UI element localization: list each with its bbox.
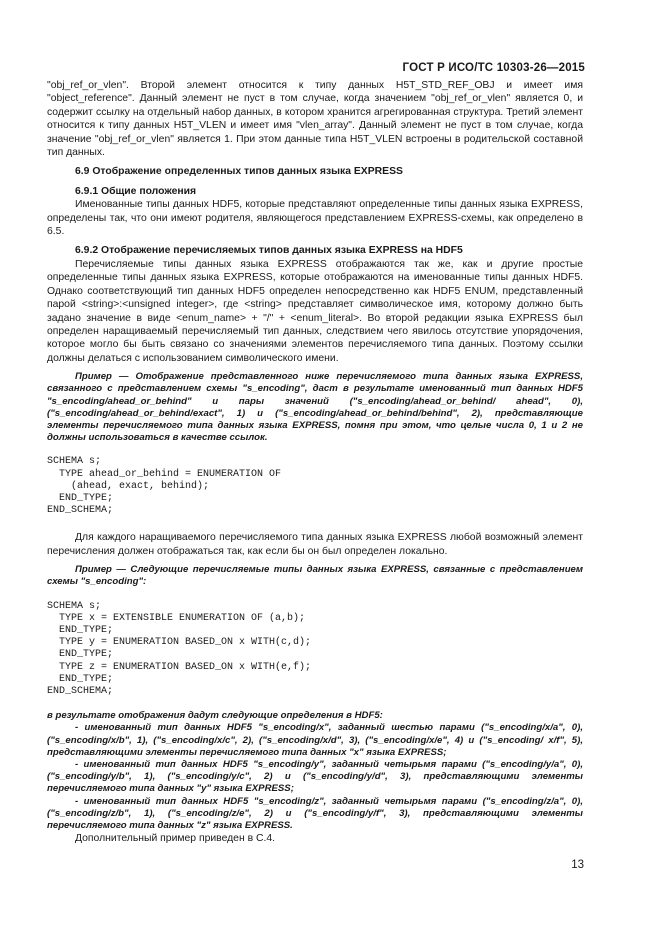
result-item-x: - именованный тип данных HDF5 "s_encoding/x", заданный шестью парами ("s_encoding/x/a", 0), ("s_encoding/x/b", 1), ("s_encoding/x/c", 2), ("s_encoding/x/d", 3), ("s_encoding/x/e", 4) и ("s_encoding/ x/f", 5), представляющими элементы перечисляемого типа данных "x" языка EXPRESS;	[47, 722, 583, 758]
example2-text: Пример — Следующие перечисляемые типы данных языка EXPRESS, связанные с представлением схемы "s_encoding":	[47, 564, 583, 588]
code-line: TYPE ahead_or_behind = ENUMERATION OF	[47, 468, 282, 480]
code-line: END_TYPE;	[47, 673, 114, 685]
code-line: END_SCHEMA;	[47, 505, 114, 517]
code-line: (ahead, exact, behind);	[47, 480, 210, 492]
code-line: SCHEMA s;	[47, 600, 102, 612]
section-6-9-1-title: 6.9.1 Общие положения	[75, 185, 197, 197]
code-line: END_TYPE;	[47, 492, 114, 504]
code-line: TYPE x = EXTENSIBLE ENUMERATION OF (a,b);	[47, 612, 306, 624]
code-line: SCHEMA s;	[47, 456, 102, 468]
section-6-9-1-text: Именованные типы данных HDF5, которые представляют определенные типы данных языка EXPRESS, определены так, что они имеют родителя, являющегося представлением EXPRESS-схемы, как определено в 6.5.	[47, 199, 583, 238]
section-6-9-2-text: Перечисляемые типы данных языка EXPRESS отображаются так же, как и другие простые определенные типы данных языка EXPRESS, которые отображаются на именованные типы данных HDF5. Однако соответствующий тип данных HDF5 определен непосредственно как HDF5 ENUM, представленный парой <string>:<unsigned integer>, где <string> представляет символическое имя, которому должно быть задано значение в виде <enum_name> + "/" + <enum_literal>. Во второй редакции языка EXPRESS был определен наращиваемый перечисляемый тип данных, следствием чего явилось отсутствие упорядочения, которое могло бы быть связано со значениями элементов перечисляемого типа данных. Поэтому ссылки должны делаться с использованием символического имени.	[47, 258, 583, 364]
code-line: TYPE y = ENUMERATION BASED_ON x WITH(c,d);	[47, 637, 312, 649]
code-line: TYPE z = ENUMERATION BASED_ON x WITH(e,f);	[47, 661, 312, 673]
result-item-y: - именованный тип данных HDF5 "s_encoding/y", заданный четырьмя парами ("s_encoding/y/a", 0), ("s_encoding/y/b", 1), ("s_encoding/y/c", 2) и ("s_encoding/y/d", 3), представляющими элементы перечисляемого типа данных "y" языка EXPRESS;	[47, 759, 583, 795]
code-line: END_TYPE;	[47, 649, 114, 661]
code-line: END_SCHEMA;	[47, 686, 114, 697]
page-content	[47, 79, 583, 846]
result-item-z: - именованный тип данных HDF5 "s_encoding/z", заданный четырьмя парами ("s_encoding/z/a", 0), ("s_encoding/z/b", 1), ("s_encoding/z/e", 2) и ("s_encoding/y/f", 3), представляющими элементы перечисляемого типа данных "z" языка EXPRESS.	[47, 795, 583, 832]
section-6-9-title: 6.9 Отображение определенных типов данных языка EXPRESS	[75, 166, 403, 178]
intro-paragraph: "obj_ref_or_vlen". Второй элемент относится к типу данных H5T_STD_REF_OBJ и имеет имя "object_reference". Данный элемент не пуст в том случае, когда значением "obj_ref_or_vlen" является 0, и содержит ссылку на отдельный набор данных, в котором хранится агрегированная структура. Третий элемент относится к типу данных H5T_VLEN и имеет имя "vlen_array". Данный элемент не пуст в том случае, когда значение "obj_ref_or_vlen" является 1. При этом данные типа H5T_VLEN встроены в родительской составной тип данных.	[47, 80, 583, 159]
closing-paragraph: Дополнительный пример приведен в С.4.	[75, 833, 276, 845]
example2-result-intro: в результате отображения дадут следующие определения в HDF5:	[47, 710, 383, 722]
extensible-paragraph: Для каждого наращиваемого перечисляемого типа данных языка EXPRESS любой возможный элемент перечисления должен отображаться так, как если бы он был определен локально.	[47, 532, 583, 557]
example2-code	[47, 601, 583, 699]
code-line: END_TYPE;	[47, 624, 114, 636]
section-6-9-2-title: 6.9.2 Отображение перечисляемых типов данных языка EXPRESS на HDF5	[75, 245, 463, 257]
example1-code	[47, 456, 583, 517]
standard-header: ГОСТ Р ИСО/ТС 10303-26—2015	[402, 62, 585, 74]
example1-text: Пример — Отображение представленного ниже перечисляемого типа данных языка EXPRESS, связанного с представлением схемы "s_encoding", даст в результате именованный тип данных HDF5 "s_encoding/ahead_or_behind" и пары значений ("s_encoding/ahead_or_behind/ ahead", 0), ("s_encoding/ahead_or_behind/exact", 1) и ("s_encoding/ahead_or_behind/behind", 2), представляющие элементы перечисляемого типа данных языка EXPRESS, помня при этом, что целые числа 0, 1 и 2 не должны использоваться в качестве ссылок.	[47, 371, 583, 444]
page-number: 13	[571, 859, 584, 871]
